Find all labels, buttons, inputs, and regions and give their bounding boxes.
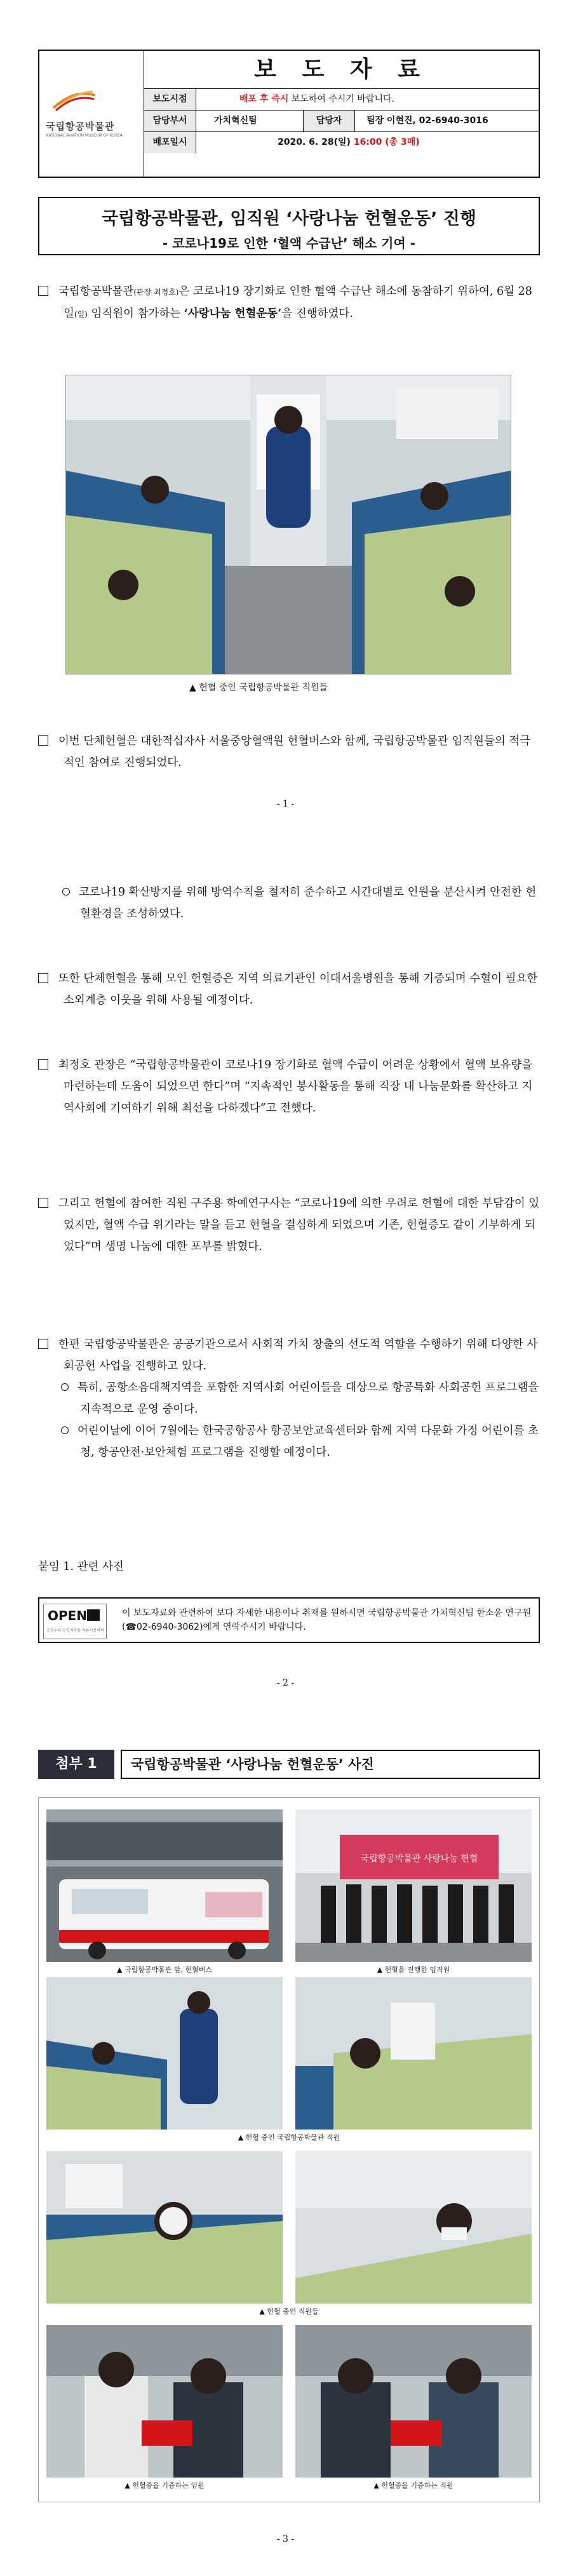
distribution-time-red: 16:00 (총 3매) [353, 137, 420, 147]
photo-blood-bus [46, 1809, 283, 1962]
photo-grid [38, 1797, 540, 2502]
paragraph-2 [38, 730, 540, 774]
p7a-text: 특히, 공항소음대책지역을 포함한 지역사회 어린이들을 대상으로 항공특화 사회공헌 프로그램을 지속적으로 운영 중이다. [77, 1381, 539, 1416]
p6-text: 그리고 헌혈에 참여한 직원 구주용 학예연구사는 “코로나19에 의한 우려로 헌혈에 대한 부담감이 있었지만, 혈액 수급 위기라는 말을 듣고 헌혈을 결심하게 되었으며 기존, 헌혈증도 같이 기부하게 되었다”며 생명 나눔에 대한 포부를 밝혔다. [58, 1197, 540, 1253]
photo-group-staff [295, 1809, 532, 1962]
p1-part-e: 임직원이 참가하는 [87, 307, 184, 320]
page-number-3: - 3 - [276, 2534, 295, 2544]
row-release-timing [144, 89, 539, 111]
p4-text: 또한 단체헌혈을 통해 모인 헌혈증은 지역 의료기관인 이대서울병원을 통해 기증되며 수혈이 필요한 소외계층 이웃을 위해 사용될 예정이다. [58, 972, 538, 1007]
grid-caption-5: ▲ 헌혈증을 기증하는 임원 [124, 2481, 205, 2490]
value-department: 가치혁신팀 [214, 116, 257, 126]
checkbox-bullet-icon [38, 286, 48, 296]
p1-part-c: 은 코로나19 장기화로 인한 혈액 수급난 해소에 동참하기 위하여, 6월 28일 [64, 285, 532, 320]
label-release-timing: 보도시점 [144, 89, 196, 110]
grid-caption-1: ▲ 국립항공박물관 앞, 헌혈버스 [117, 1966, 212, 1974]
grid-caption-3: ▲ 헌혈 중인 국립항공박물관 직원 [238, 2133, 340, 2142]
grid-caption-2: ▲ 헌혈을 진행한 임직원 [377, 1966, 450, 1974]
banner-text: 국립항공박물관 사랑나눔 헌혈 [360, 1854, 478, 1864]
museum-name: 국립항공박물관 [46, 121, 115, 132]
photo-executive-donating-certificate [46, 2325, 283, 2478]
p3-text: 코로나19 확산방지를 위해 방역수칙을 철저히 준수하고 시간대별로 인원을 분산시켜 안전한 헌혈환경을 조성하였다. [79, 886, 537, 920]
p1-part-a: 국립항공박물관 [58, 285, 134, 298]
value-distribution-date [278, 132, 420, 153]
p1-part-d: (일) [74, 310, 88, 319]
blood-donation-photo [65, 375, 511, 674]
headline-main: 국립항공박물관, 임직원 ‘사랑나눔 헌혈운동’ 진행 [101, 209, 476, 229]
page-number-2: - 2 - [276, 1678, 295, 1688]
checkbox-bullet-icon [38, 1198, 48, 1208]
circle-bullet-icon [61, 1383, 69, 1391]
label-contact: 담당자 [303, 111, 355, 131]
contact-footer-text: 이 보도자료와 관련하여 보다 자세한 내용이나 취재를 원하시면 국립항공박물관 가치혁신팀 한소윤 연구원(☎02-6940-3062)에게 연락주시기 바랍니다. [122, 1608, 532, 1632]
photo-staff-donating-1 [46, 1977, 283, 2130]
photo-staff-donating-2 [295, 1977, 532, 2130]
p2-text: 이번 단체헌혈은 대한적십자사 서울중앙혈액원 헌혈버스와 함께, 국립항공박물관 임직원들의 적극적인 참여로 진행되었다. [58, 735, 531, 769]
release-timing-red: 배포 후 즉시 [239, 94, 289, 104]
license-badge-icon [87, 1609, 100, 1621]
grid-caption-6: ▲ 헌혈증을 기증하는 직원 [373, 2481, 453, 2490]
attachment-label: 붙임 1. 관련 사진 [38, 1560, 124, 1573]
press-release-title: 보 도 자 료 [144, 51, 539, 89]
grid-caption-4: ▲ 헌혈 중인 직원들 [259, 2307, 319, 2316]
museum-logo-mark [52, 86, 97, 112]
paragraph-5 [38, 1054, 540, 1119]
paragraph-6 [38, 1193, 540, 1258]
headline-box [38, 197, 540, 255]
p7b-text: 어린이날에 이어 7월에는 한국공항공사 항공보안교육센터와 함께 지역 다문화 가정 어린이를 초청, 항공안전·보안체험 프로그램을 진행할 예정이다. [77, 1425, 539, 1459]
photo-staff-donating-3 [46, 2151, 283, 2304]
row-department [144, 111, 539, 132]
museum-name-english: NATIONAL AVIATION MUSEUM OF KOREA [46, 133, 123, 138]
label-distribution-date: 배포일시 [144, 132, 196, 153]
paragraph-3 [38, 882, 540, 925]
open-license-logo [43, 1604, 107, 1639]
attachment-tag: 첨부 1 [38, 1750, 114, 1779]
photo-staff-donating-certificate [295, 2325, 532, 2478]
paragraph-7 [38, 1334, 540, 1463]
circle-bullet-icon [62, 888, 70, 896]
release-timing-text: 보도하여 주시기 바랍니다. [288, 94, 394, 104]
circle-bullet-icon [61, 1426, 69, 1434]
open-license-text: OPEN [48, 1608, 88, 1623]
value-contact: 팀장 이현진, 02-6940-3016 [366, 116, 488, 126]
checkbox-bullet-icon [38, 973, 48, 983]
checkbox-bullet-icon [38, 1339, 48, 1349]
p1-part-g: 을 진행하였다. [281, 307, 353, 320]
checkbox-bullet-icon [38, 1059, 48, 1070]
open-license-subtext: 공공누리 공공저작물 자유이용허락 [46, 1628, 104, 1633]
p1-part-f: ‘사랑나눔 헌혈운동’ [184, 307, 282, 320]
checkbox-bullet-icon [38, 735, 48, 746]
page-number-1: - 1 - [276, 799, 295, 809]
distribution-date-text: 2020. 6. 28(일) [278, 137, 354, 147]
p1-part-b: (관장 최정호) [133, 288, 179, 297]
row-distribution-date [144, 132, 539, 154]
press-header-table [38, 50, 540, 178]
p7-text: 한편 국립항공박물관은 공공기관으로서 사회적 가치 창출의 선도적 역할을 수행하기 위해 다양한 사회공헌 사업을 진행하고 있다. [58, 1338, 538, 1372]
headline-sub: - 코로나19로 인한 ‘혈액 수급난’ 해소 기여 - [162, 236, 416, 251]
museum-logo [39, 51, 144, 177]
label-department: 담당부서 [144, 111, 196, 131]
paragraph-4 [38, 968, 540, 1011]
attachment-title: 국립항공박물관 ‘사랑나눔 헌혈운동’ 사진 [121, 1750, 540, 1779]
value-release-timing [239, 89, 394, 110]
p5-text: 최정호 관장은 “국립항공박물관이 코로나19 장기화로 혈액 수급이 어려운 상황에서 혈액 보유량을 마련하는데 도움이 되었으면 한다”며 “지속적인 봉사활동을 통해 직장 내 나눔문화를 확산하고 지역사회에 기여하기 위해 최선을 다하겠다”고 전했다. [58, 1059, 533, 1115]
photo-caption: ▲ 헌혈 중인 국립항공박물관 직원들 [189, 683, 328, 693]
contact-footer-box [38, 1597, 540, 1643]
paragraph-1 [38, 281, 540, 325]
photo-staff-donating-4 [295, 2151, 532, 2304]
